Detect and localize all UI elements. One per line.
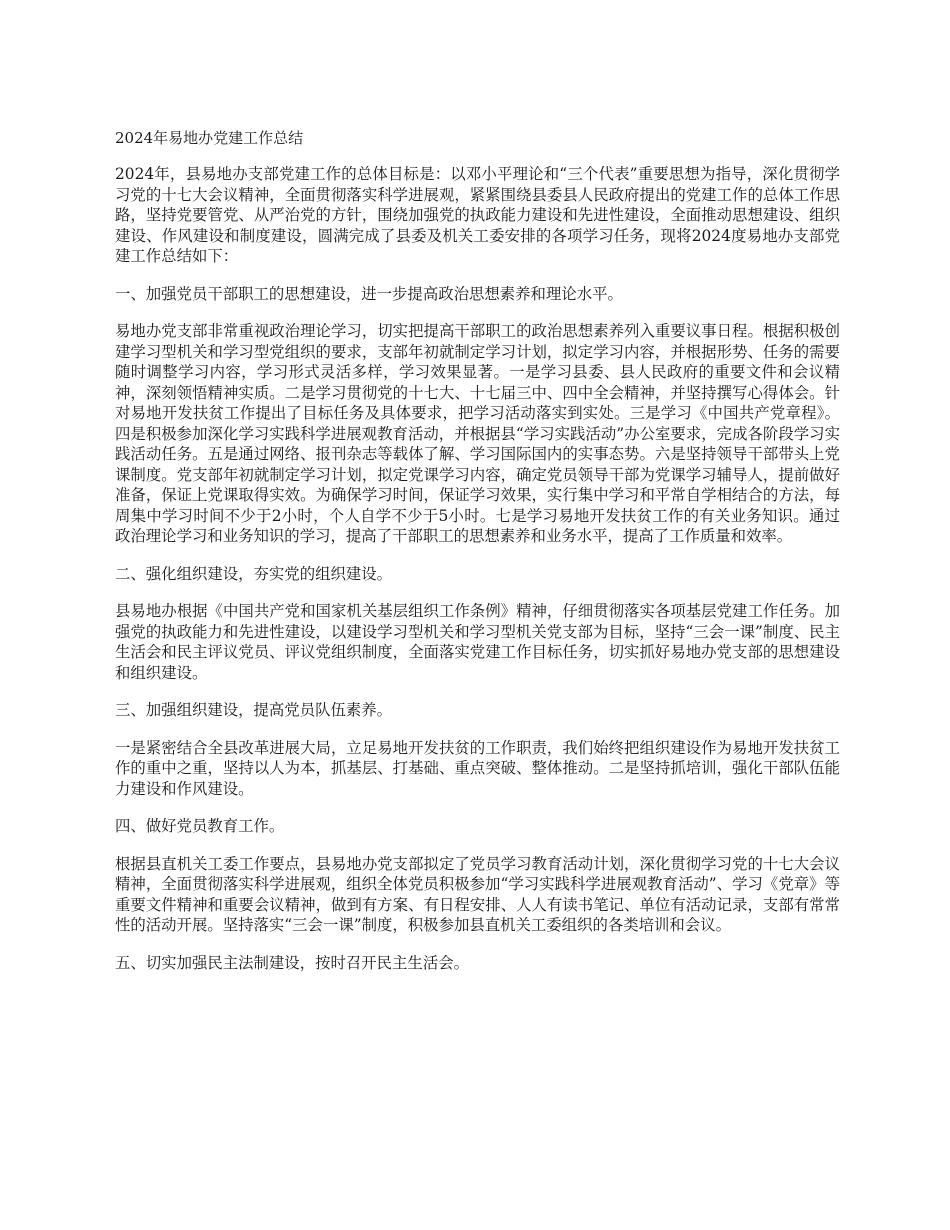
section-heading-3: 三、加强组织建设，提高党员队伍素养。 [115,701,393,719]
section-heading-2: 二、强化组织建设，夯实党的组织建设。 [115,564,393,583]
section-body-1: 易地办党支部非常重视政治理论学习，切实把提高干部职工的政治思想素养列入重要议事日程。根据积极创建学习型机关和学习型党组织的要求，支部年初就制定学习计划，拟定学习内容，并根据形势、任务的需要随时调整学习内容，学习形式灵活多样，学习效果显著。一是学习县委、县人民政府的重要文件和会议精神，深刻领悟精神实质。二是学习贯彻党的十七大、十七届三中、四中全会精神，并坚持撰写心得体会。针对易地开发扶贫工作提出了目标任务及具体要求，把学习活动落实到实处。三是学习《中国共产党章程》。四是积极参加深化学习实践科学进展观教育活动，并根据县“学习实践活动”办公室要求，完成各阶段学习实践活动任务。五是通过网络、报刊杂志等载体了解、学习国际国内的实事态势。六是坚持领导干部带头上党课制度。党支部年初就制定学习计划，拟定党课学习内容，确定党员领导干部为党课学习辅导人，提前做好准备，保证上党课取得实效。为确保学习时间，保证学习效果，实行集中学习和平常自学相结合的方法，每周集中学习时间不少于2小时，个人自学不少于5小时。七是学习易地开发扶贫工作的有关业务知识。通过政治理论学习和业务知识的学习，提高了干部职工的思想素养和业务水平，提高了工作质量和效率。 [115,322,840,545]
section-heading-1: 一、加强党员干部职工的思想建设，进一步提高政治思想素养和理论水平。 [115,284,623,303]
document-title: 2024年易地办党建工作总结 [115,129,304,147]
document-page [115,118,840,990]
section-body-4: 根据县直机关工委工作要点，县易地办党支部拟定了党员学习教育活动计划，深化贯彻学习党的十七大会议精神，全面贯彻落实科学进展观，组织全体党员积极参加“学习实践科学进展观教育活动”、学习《党章》等重要文件精神和重要会议精神，做到有方案、有日程安排、人人有读书笔记、单位有活动记录，支部有常常性的活动开展。坚持落实“三会一课”制度，积极参加县直机关工委组织的各类培训和会议。 [115,854,840,934]
section-body-2: 县易地办根据《中国共产党和国家机关基层组织工作条例》精神，仔细贯彻落实各项基层党建工作任务。加强党的执政能力和先进性建设，以建设学习型机关和学习型机关党支部为目标，坚持“三会一课”制度、民主生活会和民主评议党员、评议党组织制度，全面落实党建工作目标任务，切实抓好易地办党支部的思想建设和组织建设。 [115,602,840,682]
section-heading-4: 四、做好党员教育工作。 [115,817,285,835]
section-body-3: 一是紧密结合全县改革进展大局，立足易地开发扶贫的工作职责，我们始终把组织建设作为易地开发扶贫工作的重中之重，坚持以人为本，抓基层、打基础、重点突破、整体推动。二是坚持抓培训，强化干部队伍能力建设和作风建设。 [115,738,840,798]
section-heading-5: 五、切实加强民主法制建设，按时召开民主生活会。 [115,953,469,972]
intro-paragraph: 2024年，县易地办支部党建工作的总体目标是：以邓小平理论和“三个代表”重要思想为指导，深化贯彻学习党的十七大会议精神，全面贯彻落实科学进展观，紧紧围绕县委县人民政府提出的党建工作的总体工作思路，坚持党要管党、从严治党的方针，围绕加强党的执政能力建设和先进性建设，全面推动思想建设、组织建设、作风建设和制度建设，圆满完成了县委及机关工委安排的各项学习任务，现将2024度易地办支部党建工作总结如下： [115,165,840,265]
